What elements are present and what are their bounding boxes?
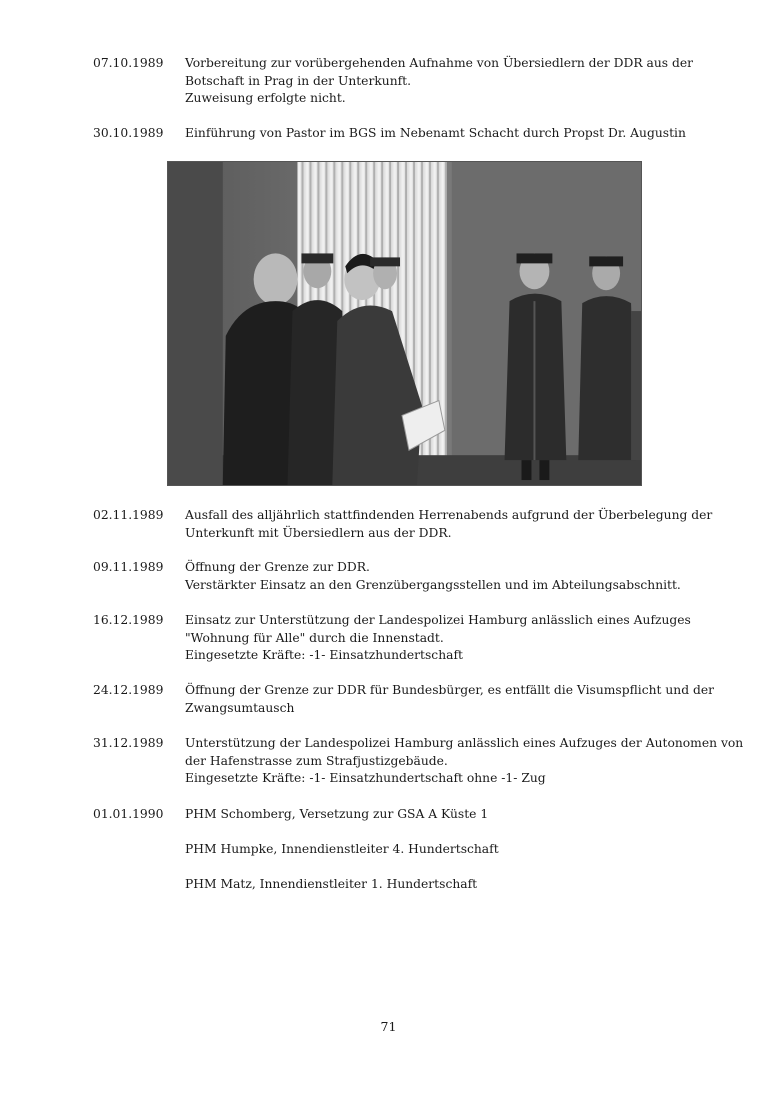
chronicle-entry (93, 735, 744, 788)
entry-text (185, 841, 693, 859)
entry-line: Ausfall des alljährlich stattfindenden Herrenabends aufgrund der Überbelegung der (185, 508, 713, 522)
entry-text (185, 876, 693, 894)
entry-date: 30.10.1989 (93, 126, 164, 140)
chronicle-entry (93, 806, 693, 824)
entry-line: Einführung von Pastor im BGS im Nebenamt Schacht durch Propst Dr. Augustin (185, 126, 686, 140)
entry-line: Eingesetzte Kräfte: -1- Einsatzhundertschaft (185, 648, 463, 662)
entry-line: Zuweisung erfolgte nicht. (185, 91, 346, 105)
entry-line: Unterkunft mit Übersiedlern aus der DDR. (185, 525, 452, 540)
entry-line: Eingesetzte Kräfte: -1- Einsatzhundertschaft ohne -1- Zug (185, 771, 546, 785)
entry-date: 16.12.1989 (93, 613, 164, 627)
entry-date: 02.11.1989 (93, 508, 164, 522)
entry-text (185, 559, 693, 594)
chronicle-entry (93, 125, 693, 143)
page-number: 71 (380, 1019, 397, 1034)
chronicle-entry (93, 876, 693, 894)
entry-line: "Wohnung für Alle" durch die Innenstadt. (185, 630, 444, 645)
photograph-image (168, 162, 641, 485)
entry-line: PHM Humpke, Innendienstleiter 4. Hundertschaft (185, 842, 499, 856)
entry-date: 07.10.1989 (93, 56, 164, 70)
entry-text (185, 125, 693, 143)
entry-text (185, 507, 713, 542)
entry-date: 09.11.1989 (93, 560, 164, 574)
entry-text (185, 735, 744, 788)
entry-date: 24.12.1989 (93, 683, 164, 697)
entry-line: Unterstützung der Landespolizei Hamburg anlässlich eines Aufzuges der Autonomen von (185, 736, 744, 750)
entry-text (185, 612, 693, 665)
entry-date: 01.01.1990 (93, 807, 164, 821)
entry-line: Einsatz zur Unterstützung der Landespolizei Hamburg anlässlich eines Aufzuges (185, 613, 691, 627)
entry-line: Vorbereitung zur vorübergehenden Aufnahme von Übersiedlern der DDR aus der (185, 56, 694, 70)
chronicle-entry (93, 682, 715, 717)
entry-line: Botschaft in Prag in der Unterkunft. (185, 73, 412, 88)
chronicle-entry (93, 55, 693, 108)
entry-date: 31.12.1989 (93, 736, 164, 750)
chronicle-entry (93, 612, 693, 665)
ceremony-photograph (167, 161, 642, 486)
entry-line: Verstärkter Einsatz an den Grenzübergangsstellen und im Abteilungsabschnitt. (185, 577, 681, 592)
entry-line: PHM Schomberg, Versetzung zur GSA A Küste 1 (185, 807, 489, 821)
entry-line: PHM Matz, Innendienstleiter 1. Hundertschaft (185, 877, 478, 891)
entry-line: Zwangsumtausch (185, 700, 295, 715)
entry-text (185, 806, 693, 824)
entry-line: Öffnung der Grenze zur DDR. (185, 560, 370, 574)
chronicle-entry (93, 559, 693, 594)
entry-text (185, 55, 693, 108)
entry-line: der Hafenstrasse zum Strafjustizgebäude. (185, 753, 448, 768)
chronicle-entry (93, 841, 693, 859)
entry-line: Öffnung der Grenze zur DDR für Bundesbürger, es entfällt die Visumspflicht und der (185, 683, 715, 697)
entry-text (185, 682, 715, 717)
chronicle-entry (93, 507, 713, 542)
